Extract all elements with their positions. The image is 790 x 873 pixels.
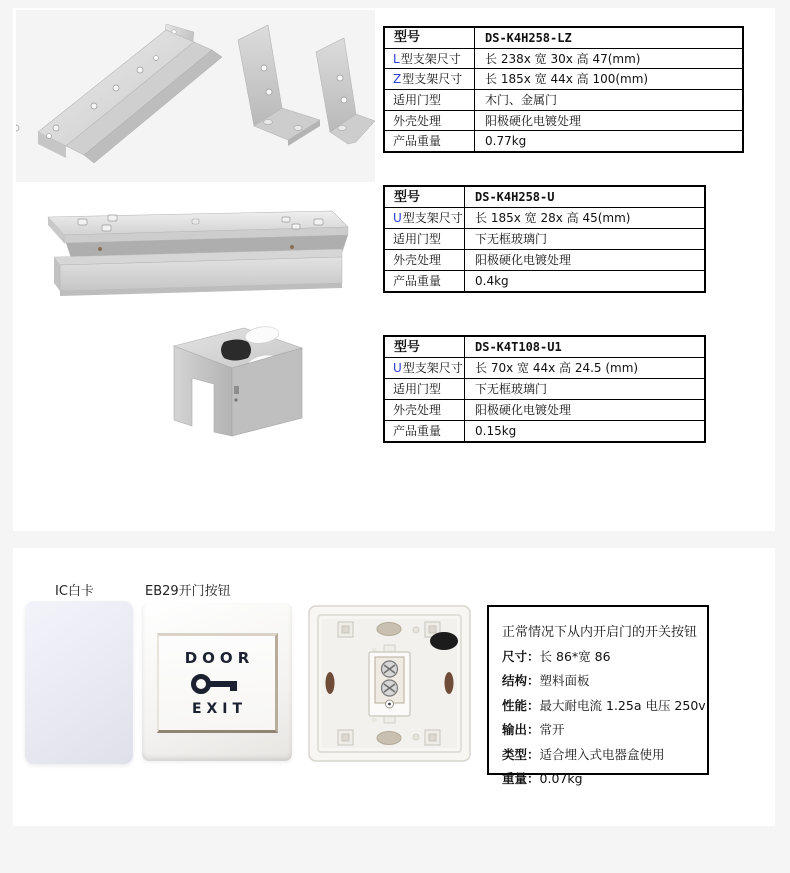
spec-table-u bbox=[383, 185, 706, 293]
row-value: 长 185x 宽 44x 高 100(mm) bbox=[485, 72, 649, 87]
exit-text: EXIT bbox=[191, 701, 248, 717]
u-bracket-illustration bbox=[30, 195, 355, 315]
row-value: 长 70x 宽 44x 高 24.5 (mm) bbox=[475, 361, 639, 375]
spec-line: 结构：塑料面板 bbox=[502, 673, 590, 688]
row-label: 产品重量 bbox=[393, 424, 442, 438]
accessories-card bbox=[13, 548, 775, 826]
lz-brackets-photo bbox=[16, 10, 375, 182]
row-value: 长 238x 宽 30x 高 47(mm) bbox=[485, 51, 641, 66]
table-row bbox=[385, 131, 742, 151]
table-row bbox=[385, 271, 704, 291]
u-bracket-photo bbox=[30, 195, 355, 315]
table-row: L 型支架尺寸 长 238x 宽 30x 高 47(mm) bbox=[385, 49, 742, 70]
table-row bbox=[385, 337, 704, 358]
row-value: 长 185x 宽 28x 高 45(mm) bbox=[475, 211, 631, 225]
row-value: 0.4kg bbox=[475, 274, 509, 288]
row-label: 型号 bbox=[394, 189, 421, 205]
row-label: 型支架尺寸 bbox=[402, 72, 463, 87]
table-row bbox=[385, 187, 704, 208]
row-label: 适用门型 bbox=[393, 232, 442, 246]
row-value: 下无框玻璃门 bbox=[475, 232, 548, 246]
spec-line: 输出：常开 bbox=[502, 722, 565, 737]
row-label: 适用门型 bbox=[393, 92, 442, 107]
spec-box-title: 正常情况下从内开启门的开关按钮 bbox=[502, 625, 698, 640]
table-row bbox=[385, 400, 704, 421]
row-value: 0.15kg bbox=[475, 424, 517, 438]
row-value: 木门、金属门 bbox=[485, 92, 558, 107]
row-label: 外壳处理 bbox=[393, 113, 442, 128]
row-value: 下无框玻璃门 bbox=[475, 382, 548, 396]
spec-line: 重量：0.07kg bbox=[502, 771, 583, 786]
exit-button-label: EB29开门按钮 bbox=[145, 584, 231, 599]
model-value: DS-K4H258-LZ bbox=[485, 30, 572, 45]
key-icon bbox=[191, 671, 243, 697]
bracket-specs-card bbox=[13, 8, 775, 531]
door-text: DOOR bbox=[184, 649, 255, 667]
table-row: U 型支架尺寸 长 185x 宽 28x 高 45(mm) bbox=[385, 208, 704, 229]
row-label: 型支架尺寸 bbox=[402, 211, 463, 225]
row-label: 型号 bbox=[394, 339, 421, 355]
row-label: 外壳处理 bbox=[393, 403, 442, 417]
ic-card-image bbox=[25, 601, 133, 764]
table-row: U 型支架尺寸 长 70x 宽 44x 高 24.5 (mm) bbox=[385, 358, 704, 379]
row-label: 型支架尺寸 bbox=[402, 361, 463, 375]
spec-table-u1 bbox=[383, 335, 706, 443]
exit-button-back bbox=[308, 605, 471, 762]
table-row bbox=[385, 229, 704, 250]
row-value: 阳极硬化电镀处理 bbox=[475, 403, 572, 417]
spec-line: 性能：最大耐电流 1.25a 电压 250v bbox=[502, 697, 706, 713]
spec-line: 类型：适合埋入式电器盒使用 bbox=[502, 746, 665, 762]
table-row bbox=[385, 250, 704, 271]
table-row bbox=[385, 111, 742, 132]
table-row bbox=[385, 379, 704, 400]
row-label: 型支架尺寸 bbox=[400, 51, 461, 66]
row-value: 0.77kg bbox=[485, 134, 527, 149]
exit-button-back-illustration bbox=[308, 605, 471, 762]
lz-brackets-illustration bbox=[16, 10, 375, 182]
row-label: 产品重量 bbox=[393, 134, 442, 149]
clamp-photo bbox=[140, 320, 310, 446]
row-label: 外壳处理 bbox=[393, 253, 442, 267]
model-value: DS-K4H258-U bbox=[475, 190, 555, 204]
row-label: 适用门型 bbox=[393, 382, 442, 396]
clamp-illustration bbox=[140, 320, 310, 446]
row-value: 阳极硬化电镀处理 bbox=[475, 253, 572, 267]
row-value: 阳极硬化电镀处理 bbox=[485, 113, 582, 128]
table-row: Z 型支架尺寸 长 185x 宽 44x 高 100(mm) bbox=[385, 69, 742, 90]
exit-button-face bbox=[157, 633, 278, 733]
table-row bbox=[385, 421, 704, 441]
spec-table-lz bbox=[383, 26, 744, 153]
exit-button-front bbox=[142, 603, 292, 761]
ic-card-label: IC白卡 bbox=[55, 584, 94, 599]
spec-line: 尺寸：长 86*宽 86 bbox=[502, 648, 611, 664]
model-value: DS-K4T108-U1 bbox=[475, 340, 562, 354]
button-spec-box bbox=[487, 605, 709, 786]
row-label: 型号 bbox=[394, 30, 421, 46]
table-row bbox=[385, 90, 742, 111]
table-row bbox=[385, 28, 742, 49]
row-label: 产品重量 bbox=[393, 274, 442, 288]
